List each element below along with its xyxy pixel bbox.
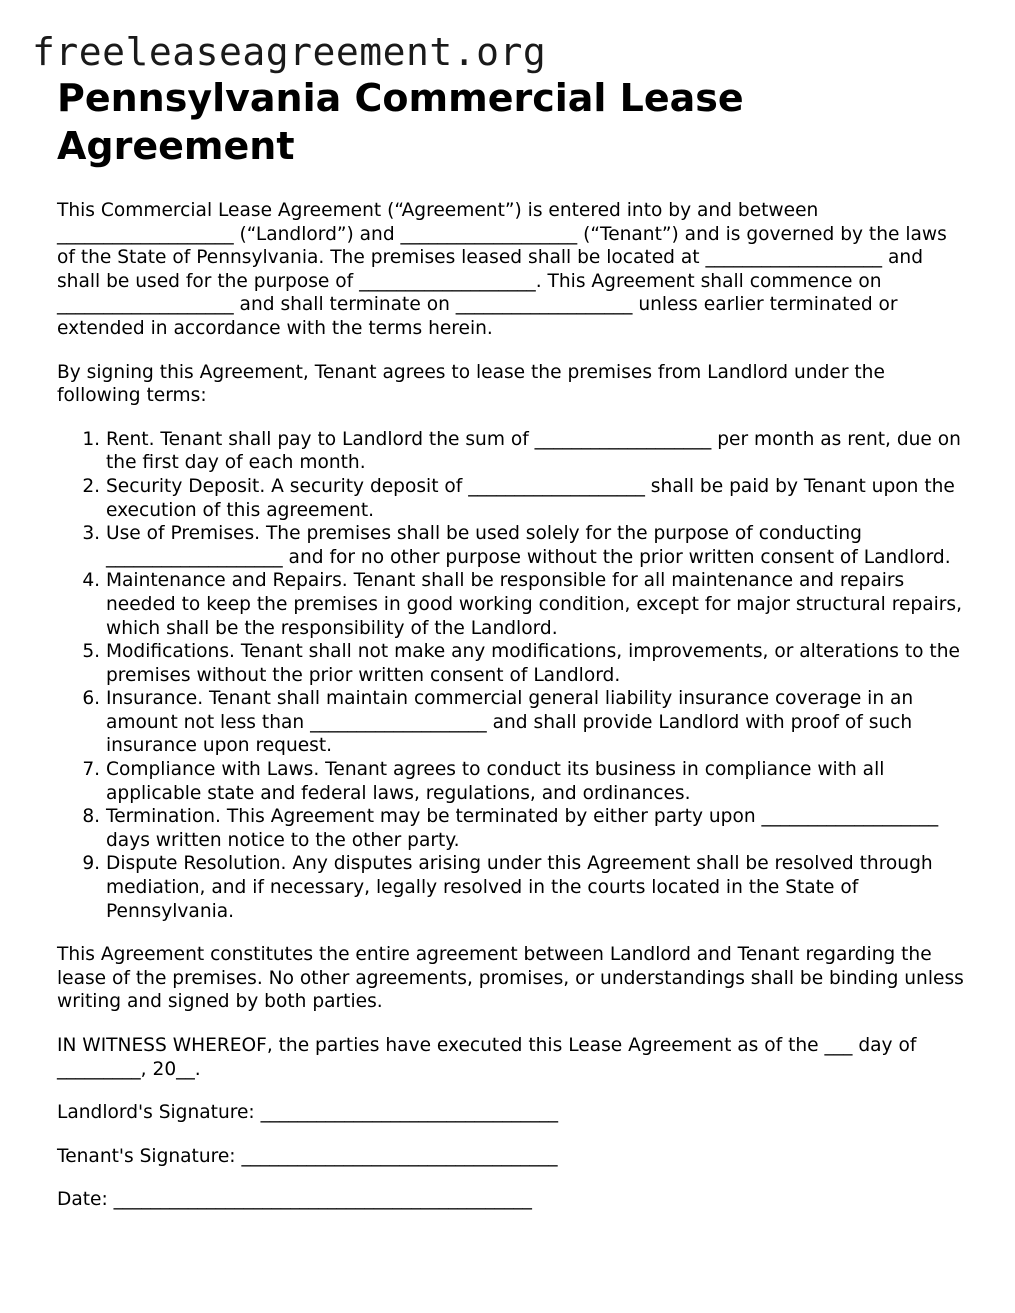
tenant-signature-line: Tenant's Signature: __________________________________ (57, 1145, 558, 1167)
term-insurance: 6. Insurance. Tenant shall maintain commercial general liability insurance coverage in an amount not less than ___________________ and shall provide Landlord with proof of such insurance upon request. (106, 687, 967, 758)
term-compliance: 7. Compliance with Laws. Tenant agrees to conduct its business in compliance with all applicable state and federal laws, regulations, and ordinances. (106, 758, 967, 805)
document-title: Pennsylvania Commercial Lease Agreement (57, 76, 744, 168)
term-dispute-resolution: 9. Dispute Resolution. Any disputes arising under this Agreement shall be resolved through mediation, and if necessary, legally resolved in the courts located in the State of Pennsylvania. (106, 852, 967, 923)
site-watermark: freeleaseagreement.org (32, 30, 547, 74)
term-rent: 1. Rent. Tenant shall pay to Landlord the sum of ___________________ per month as rent, due on the first day of each month. (106, 428, 967, 475)
term-use-of-premises: 3. Use of Premises. The premises shall be used solely for the purpose of conducting ___________________ and for no other purpose without the prior written consent of Landlord. (106, 522, 967, 569)
entire-agreement-paragraph: This Agreement constitutes the entire agreement between Landlord and Tenant regarding the lease of the premises. No other agreements, promises, or understandings shall be binding unless writing and signed by both parties. (57, 944, 964, 1013)
terms-intro-paragraph: By signing this Agreement, Tenant agrees to lease the premises from Landlord under the following terms: (57, 361, 885, 407)
landlord-signature-line: Landlord's Signature: ________________________________ (57, 1102, 559, 1124)
term-security-deposit: 2. Security Deposit. A security deposit of ___________________ shall be paid by Tenant upon the execution of this agreement. (106, 475, 967, 522)
date-line: Date: _____________________________________________ (57, 1189, 532, 1211)
intro-paragraph: This Commercial Lease Agreement (“Agreement”) is entered into by and between ___________________ (“Landlord”) and ___________________ (“Tenant”) and is governed by the laws of the State of Pennsylvania. The premises leased shall be located at ___________________ and shall be used for the purpose of ___________________. This Agreement shall commence on ___________________ and shall terminate on ___________________ unless earlier terminated or extended in accordance with the terms herein. (57, 200, 947, 339)
term-modifications: 5. Modifications. Tenant shall not make any modifications, improvements, or alterations to the premises without the prior written consent of Landlord. (106, 640, 967, 687)
witness-paragraph: IN WITNESS WHEREOF, the parties have executed this Lease Agreement as of the ___ day of _________, 20__. (57, 1035, 917, 1080)
term-termination: 8. Termination. This Agreement may be terminated by either party upon ___________________ days written notice to the other party. (106, 805, 967, 852)
term-maintenance: 4. Maintenance and Repairs. Tenant shall be responsible for all maintenance and repairs needed to keep the premises in good working condition, except for major structural repairs, which shall be the responsibility of the Landlord. (106, 569, 967, 640)
lease-document (57, 74, 967, 1212)
terms-list (57, 428, 967, 923)
